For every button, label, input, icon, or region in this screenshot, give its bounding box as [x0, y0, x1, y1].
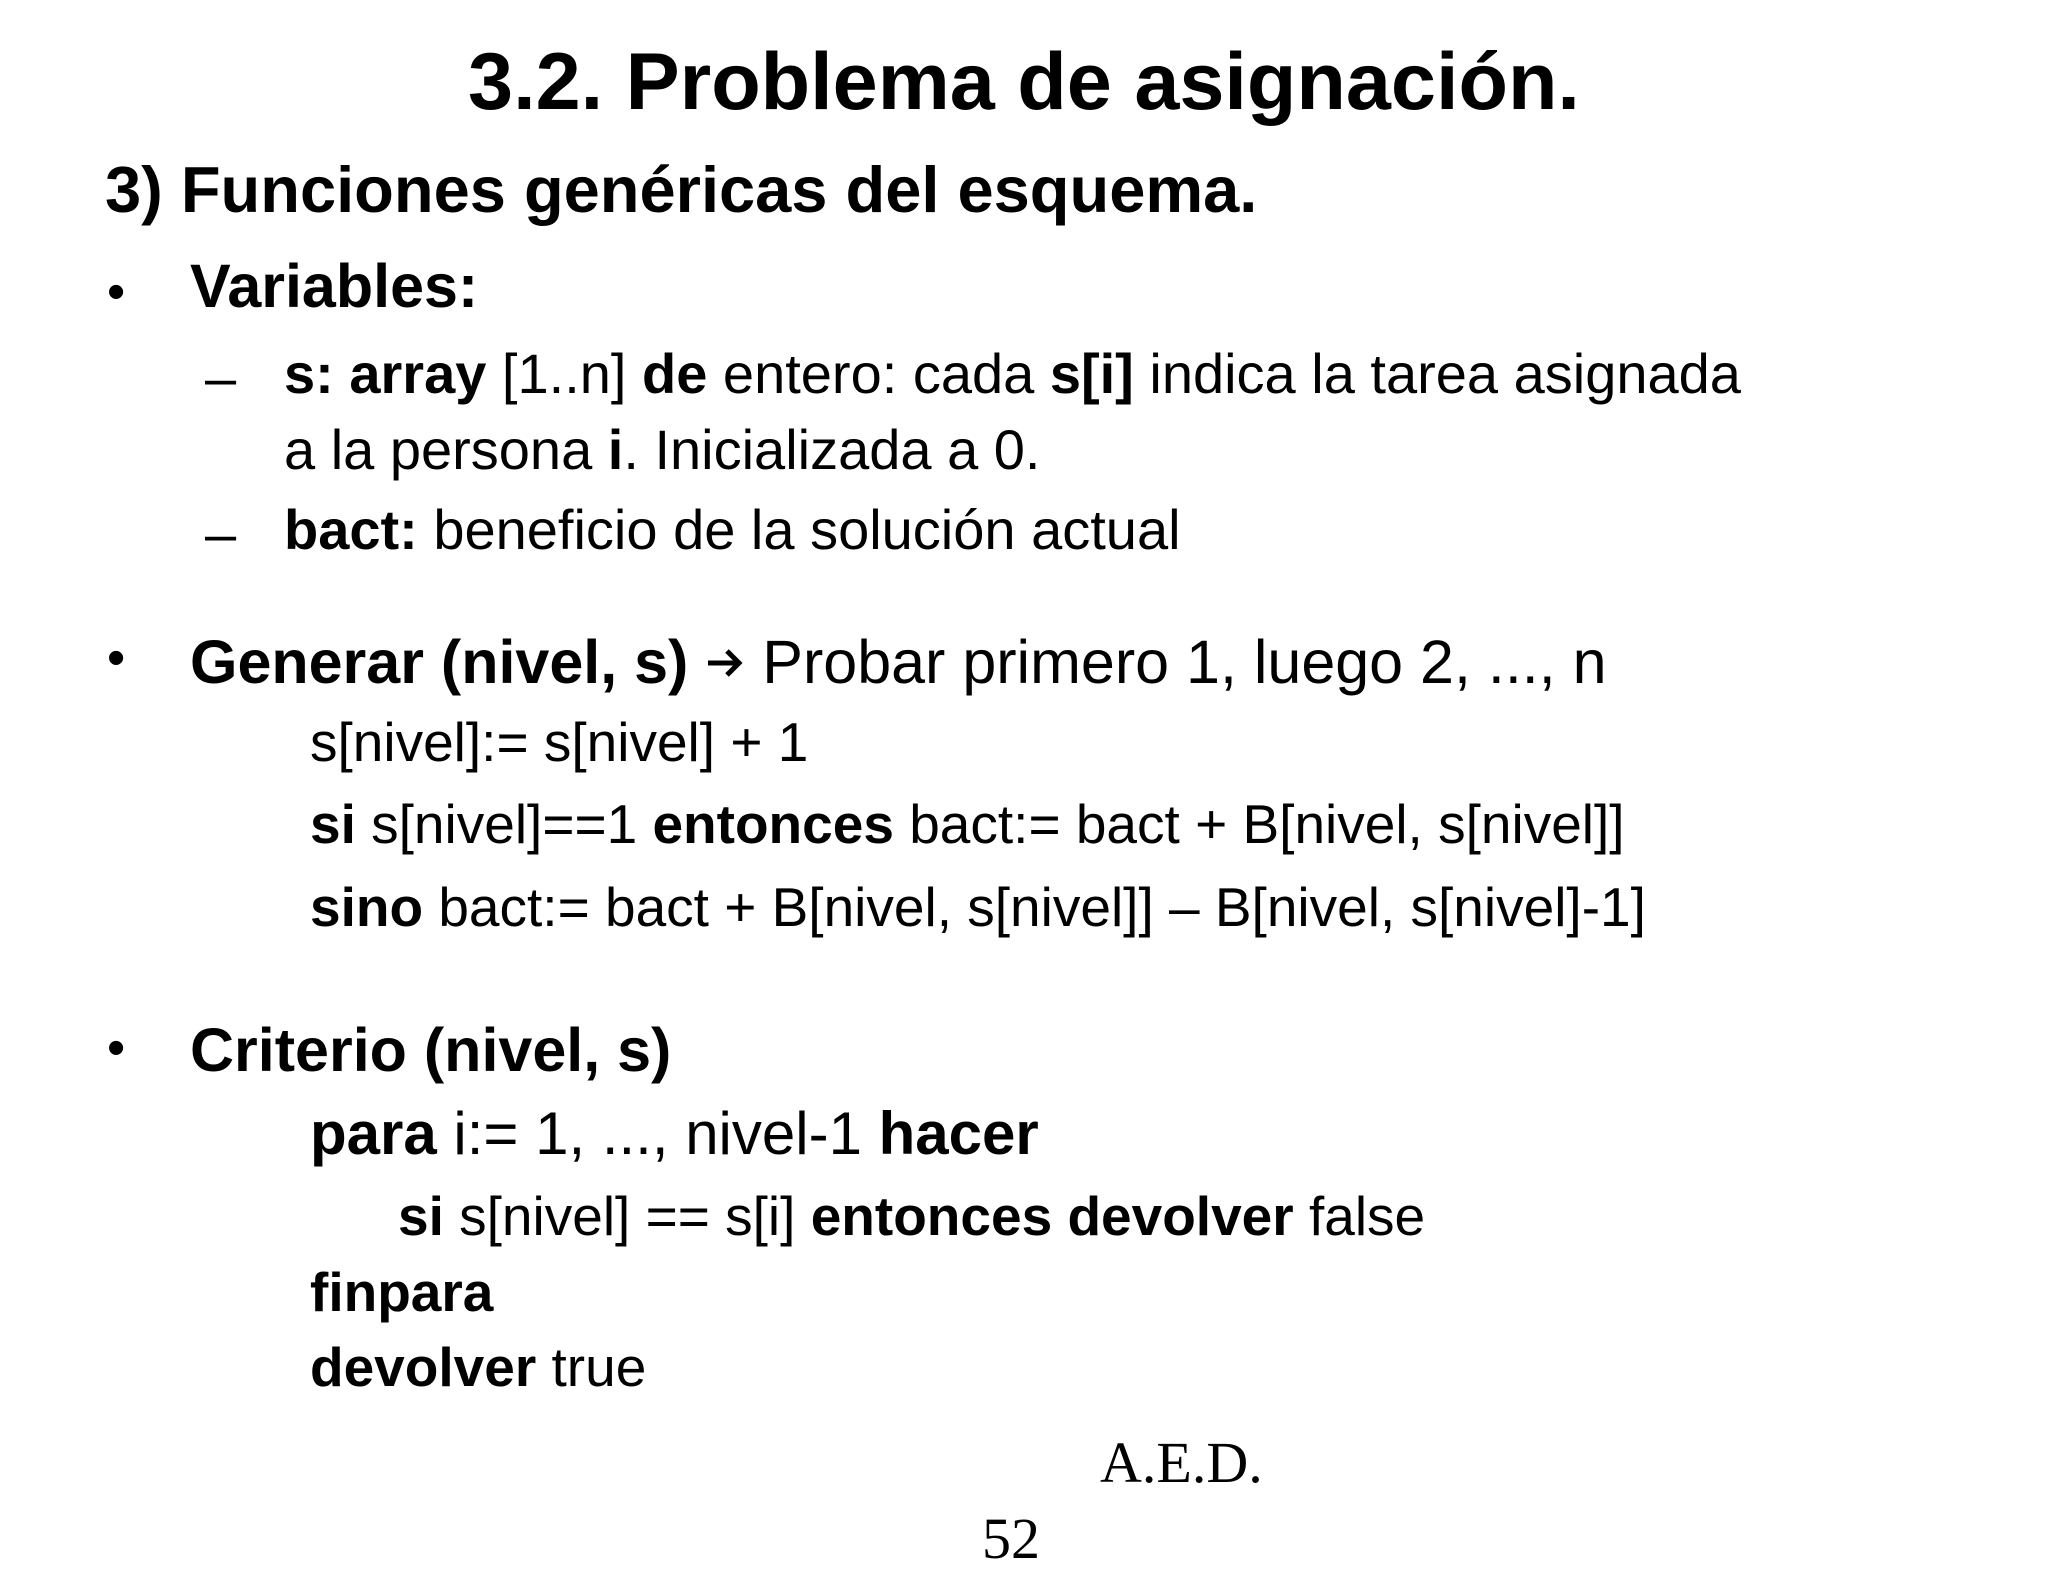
- criterio-line-1: para i:= 1, ..., nivel-1 hacer: [310, 1100, 1039, 1167]
- criterio-line-4: devolver true: [310, 1336, 647, 1398]
- slide-title: 3.2. Problema de asignación.: [468, 37, 1580, 127]
- generar-heading: Generar (nivel, s) Probar primero 1, luego 2, ..., n: [190, 628, 1607, 696]
- criterio-line-3: finpara: [310, 1261, 494, 1323]
- bullet-icon: •: [107, 1019, 126, 1077]
- criterio-line-2: si s[nivel] == s[i] entonces devolver false: [398, 1185, 1426, 1247]
- variable-bact-line: bact: beneficio de la solución actual: [284, 498, 1181, 561]
- generar-line-3: sino bact:= bact + B[nivel, s[nivel]] – B[nivel, s[nivel]-1]: [310, 876, 1646, 938]
- dash-icon: –: [205, 502, 237, 565]
- dash-icon: –: [205, 346, 237, 409]
- footer-label: A.E.D.: [1100, 1430, 1263, 1495]
- criterio-heading: Criterio (nivel, s): [190, 1016, 672, 1084]
- variable-s-line-1: s: array [1..n] de entero: cada s[i] indica la tarea asignada: [284, 342, 1741, 405]
- generar-line-2: si s[nivel]==1 entonces bact:= bact + B[nivel, s[nivel]]: [310, 793, 1625, 855]
- page-number: 52: [982, 1506, 1040, 1571]
- arrow-right-icon: [705, 643, 745, 683]
- section-heading: 3) Funciones genéricas del esquema.: [105, 153, 1258, 226]
- bullet-icon: •: [107, 263, 126, 321]
- variables-heading: Variables:: [190, 252, 479, 320]
- generar-line-1: s[nivel]:= s[nivel] + 1: [310, 711, 809, 773]
- bullet-icon: •: [107, 629, 126, 687]
- variable-s-line-2: a la persona i. Inicializada a 0.: [284, 418, 1041, 481]
